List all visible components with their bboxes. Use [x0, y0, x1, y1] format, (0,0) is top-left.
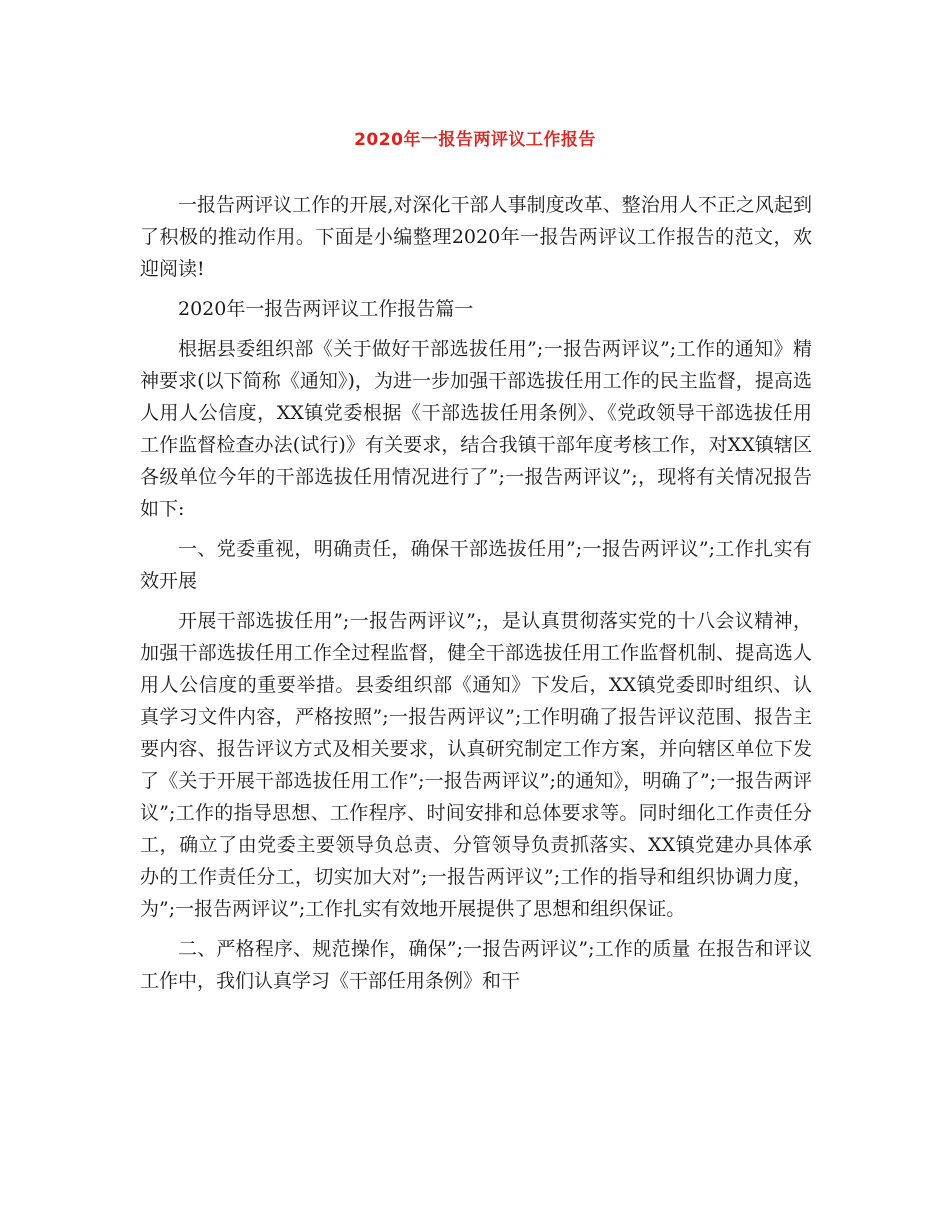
paragraph-heading-one: 一、党委重视，明确责任，确保干部选拔任用”;一报告两评议”;工作扎实有效开展	[140, 538, 812, 592]
paragraph-intro: 一报告两评议工作的开展,对深化干部人事制度改革、整治用人不正之风起到了积极的推动作用。下面是小编整理2020年一报告两评议工作报告的范文，欢迎阅读!	[140, 194, 812, 280]
paragraph-section-heading: 2020年一报告两评议工作报告篇一	[178, 298, 474, 320]
paragraph-detail: 开展干部选拔任用”;一报告两评议”;，是认真贯彻落实党的十八会议精神，加强干部选拔任用工作全过程监督，健全干部选拔任用工作监督机制、提高选人用人公信度的重要举措。县委组织部《通知》下发后，XX镇党委即时组织、认真学习文件内容，严格按照”;一报告两评议”;工作明确了报告评议范围、报告主要内容、报告评议方式及相关要求，认真研究制定工作方案，并向辖区单位下发了《关于开展干部选拔任用工作”;一报告两评议”;的通知》，明确了”;一报告两评议”;工作的指导思想、工作程序、时间安排和总体要求等。同时细化工作责任分工，确立了由党委主要领导负总责、分管领导负责抓落实、XX镇党建办具体承办的工作责任分工，切实加大对”;一报告两评议”;工作的指导和组织协调力度，为”;一报告两评议”;工作扎实有效地开展提供了思想和组织保证。	[140, 610, 812, 920]
paragraph-heading-two: 二、严格程序、规范操作，确保”;一报告两评议”;工作的质量 在报告和评议工作中，我们认真学习《干部任用条例》和干	[140, 938, 812, 992]
paragraph-background: 根据县委组织部《关于做好干部选拔任用”;一报告两评议”;工作的通知》精神要求(以下简称《通知》)，为进一步加强干部选拔任用工作的民主监督，提高选人用人公信度，XX镇党委根据《干部选拔任用条例》、《党政领导干部选拔任用工作监督检查办法(试行)》有关要求，结合我镇干部年度考核工作，对XX镇辖区各级单位今年的干部选拔任用情况进行了”;一报告两评议”;，现将有关情况报告如下:	[140, 338, 812, 520]
document-body	[140, 189, 812, 1005]
document-title: 2020年一报告两评议工作报告	[354, 130, 596, 150]
